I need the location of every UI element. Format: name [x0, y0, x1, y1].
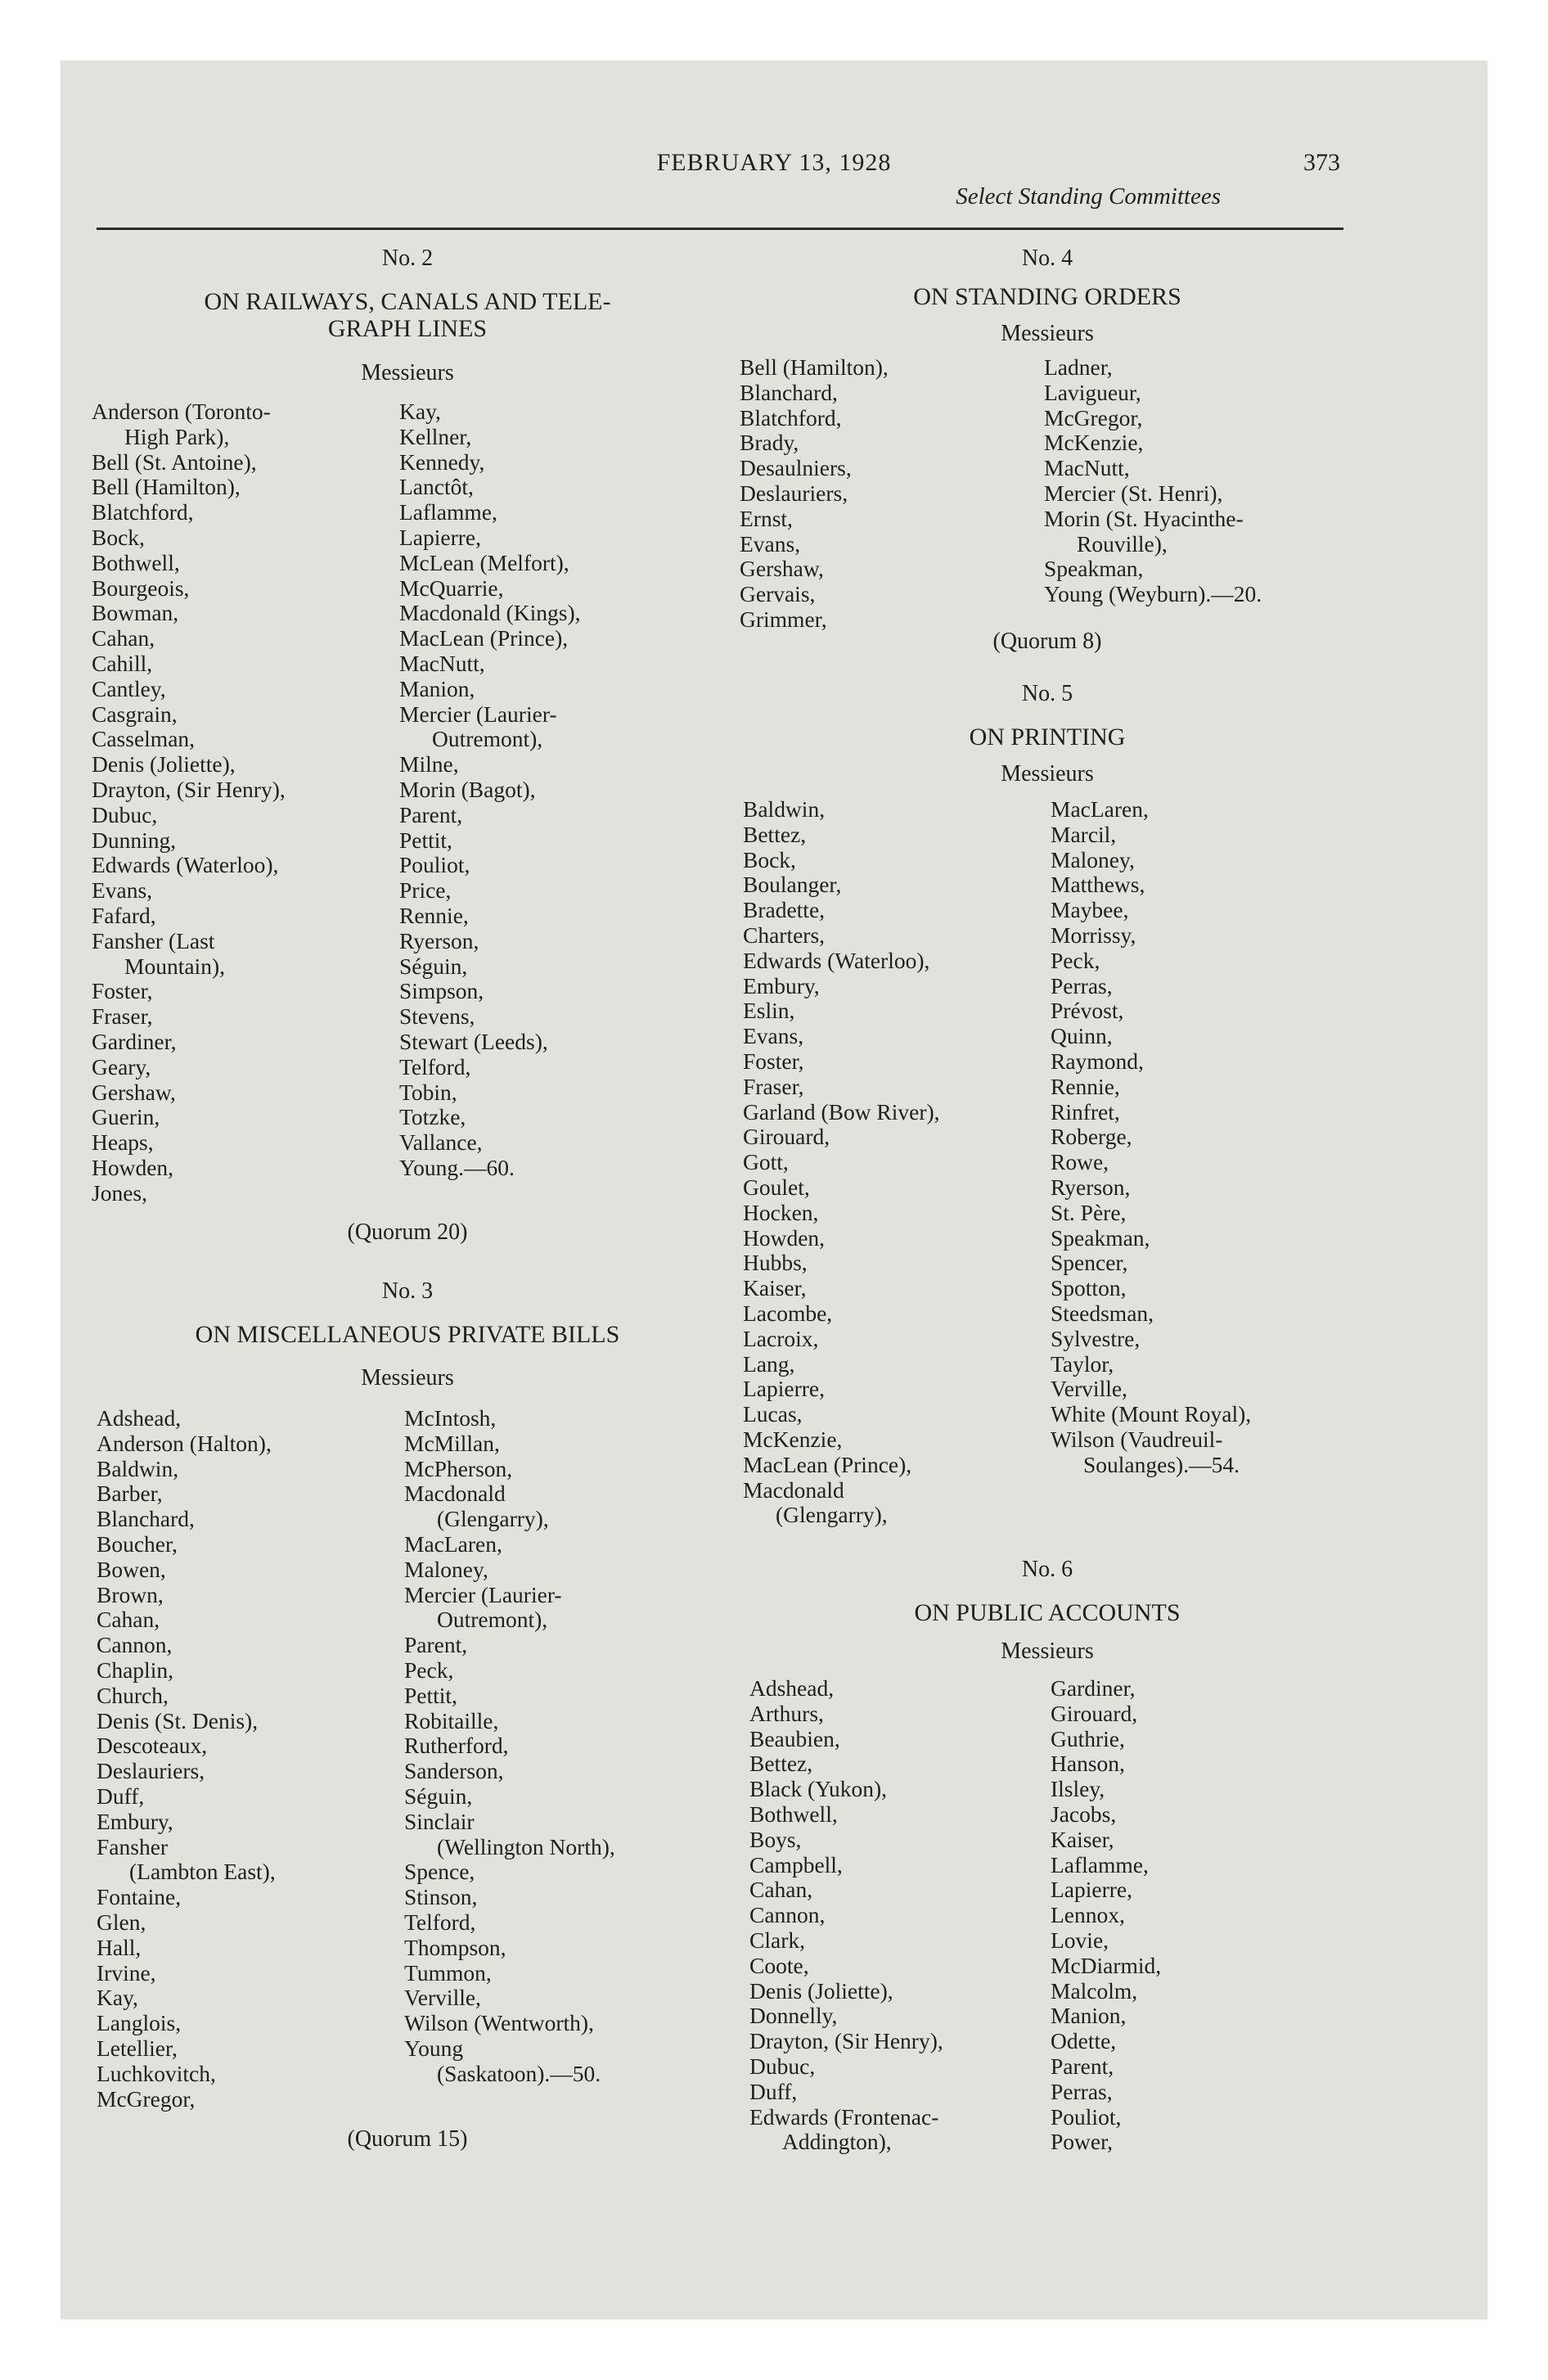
member-name: Girouard, [1051, 1700, 1138, 1726]
member-name: Vallance, [399, 1129, 483, 1156]
member-name: Spence, [404, 1859, 475, 1885]
member-name: MacLaren, [1051, 796, 1149, 822]
member-name: Dubuc, [92, 801, 158, 827]
member-name: Kaiser, [743, 1275, 807, 1301]
standing-orders-members-right [1044, 355, 1262, 607]
member-name: Kaiser, [1051, 1826, 1114, 1852]
member-name: Séguin, [404, 1783, 473, 1809]
member-name: Manion, [1051, 2003, 1127, 2029]
member-name: Boulanger, [743, 872, 842, 898]
member-name: Gershaw, [92, 1079, 176, 1105]
member-name: Blanchard, [740, 379, 838, 405]
standing-orders-number: No. 4 [1021, 246, 1073, 271]
member-name: Rinfret, [1051, 1098, 1120, 1125]
member-name: Lucas, [743, 1401, 803, 1427]
member-name: Macdonald (Kings), [399, 600, 581, 626]
member-name: Beaubien, [749, 1725, 840, 1751]
member-name: Coote, [749, 1952, 809, 1978]
member-name: Bowman, [92, 600, 179, 626]
standing-orders-title: ON STANDING ORDERS [913, 283, 1181, 310]
member-name: Stevens, [399, 1003, 475, 1030]
member-name: Cahan, [749, 1877, 813, 1903]
member-name: Bourgeois, [92, 575, 190, 601]
member-name: Sinclair [404, 1808, 475, 1834]
printing-members-left [743, 797, 940, 1528]
member-name: Evans, [743, 1023, 804, 1049]
railways-quorum: (Quorum 20) [347, 1219, 468, 1245]
member-name: Denis (Joliette), [92, 751, 236, 778]
member-name: MacLean (Prince), [399, 625, 569, 651]
railways-number: No. 2 [381, 246, 434, 271]
member-name: Manion, [399, 675, 475, 701]
member-name: Bowen, [97, 1556, 166, 1582]
member-name: Clark, [749, 1927, 805, 1953]
private-bills-members-left [97, 1406, 276, 2112]
member-name: Telford, [404, 1909, 476, 1935]
member-name: Donnelly, [749, 2003, 838, 2029]
member-name: Hanson, [1051, 1751, 1125, 1777]
member-name: Cannon, [97, 1632, 173, 1658]
member-name: Stinson, [404, 1884, 478, 1910]
member-name: Heaps, [92, 1129, 154, 1156]
member-name: Irvine, [97, 1959, 156, 1986]
member-name: Bothwell, [749, 1801, 838, 1827]
member-name: Blatchford, [740, 404, 842, 430]
member-name: Ryerson, [399, 927, 479, 953]
member-name: Parent, [1051, 2053, 1114, 2079]
member-name: Rouville), [1077, 530, 1168, 557]
member-name: Edwards (Waterloo), [92, 852, 279, 878]
member-name: Barber, [97, 1481, 163, 1507]
railways-title: ON RAILWAYS, CANALS AND TELE- GRAPH LINES [204, 288, 611, 342]
member-name: Lang, [743, 1350, 795, 1377]
member-name: Laflamme, [399, 499, 497, 525]
member-name: Denis (St. Denis), [97, 1707, 259, 1733]
member-name: Wilson (Wentworth), [404, 2010, 594, 2036]
member-name: Mercier (Laurier- [399, 701, 557, 727]
member-name: Evans, [92, 877, 153, 904]
member-name: Mercier (St. Henri), [1044, 480, 1223, 506]
member-name: Guthrie, [1051, 1725, 1125, 1751]
public-accounts-title: ON PUBLIC ACCOUNTS [914, 1599, 1181, 1626]
member-name: Girouard, [743, 1124, 830, 1150]
member-name: Young.—60. [399, 1154, 515, 1180]
member-name: Foster, [92, 978, 153, 1004]
member-name: Lacombe, [743, 1300, 833, 1326]
member-name: Simpson, [399, 978, 484, 1004]
member-name: Casgrain, [92, 701, 178, 727]
member-name: Raymond, [1051, 1048, 1144, 1074]
public-accounts-members-left [749, 1676, 943, 2155]
printing-number: No. 5 [1021, 681, 1073, 706]
member-name: (Lambton East), [129, 1859, 276, 1885]
member-name: Adshead, [749, 1675, 835, 1701]
member-name: Ryerson, [1051, 1174, 1131, 1200]
member-name: Matthews, [1051, 872, 1145, 898]
railways-members-left [92, 399, 286, 1206]
member-name: McLean (Melfort), [399, 549, 569, 575]
member-name: Lanctôt, [399, 474, 474, 500]
member-name: Lennox, [1051, 1902, 1125, 1928]
member-name: Luchkovitch, [97, 2060, 216, 2086]
member-name: Morin (St. Hyacinthe- [1044, 505, 1244, 531]
member-name: Rennie, [1051, 1073, 1120, 1099]
member-name: Soulanges).—54. [1083, 1451, 1240, 1477]
member-name: Bell (Hamilton), [740, 354, 889, 380]
member-name: Cannon, [749, 1902, 826, 1928]
member-name: Gervais, [740, 581, 816, 607]
page-subtitle: Select Standing Committees [956, 183, 1221, 210]
member-name: MacLean (Prince), [743, 1451, 912, 1477]
member-name: Roberge, [1051, 1124, 1132, 1150]
member-name: McDiarmid, [1051, 1952, 1162, 1978]
member-name: Evans, [740, 530, 801, 557]
standing-orders-messieurs: Messieurs [1001, 321, 1094, 346]
member-name: Spencer, [1051, 1250, 1128, 1276]
member-name: Edwards (Waterloo), [743, 947, 930, 973]
public-accounts-messieurs: Messieurs [1001, 1639, 1094, 1664]
member-name: Hall, [97, 1934, 142, 1960]
member-name: Power, [1051, 2129, 1114, 2155]
member-name: Drayton, (Sir Henry), [749, 2028, 943, 2054]
member-name: Dunning, [92, 827, 177, 853]
private-bills-number: No. 3 [381, 1278, 434, 1304]
member-name: Cantley, [92, 675, 166, 701]
member-name: Macdonald [404, 1481, 506, 1507]
member-name: Fraser, [92, 1003, 153, 1030]
member-name: Young [404, 2035, 464, 2061]
member-name: Desaulniers, [740, 455, 852, 481]
member-name: Totzke, [399, 1104, 466, 1130]
member-name: Fansher (Last [92, 927, 215, 953]
member-name: Bock, [743, 846, 796, 872]
member-name: Grimmer, [740, 606, 827, 632]
member-name: Bettez, [743, 821, 807, 847]
member-name: Pettit, [399, 827, 452, 853]
member-name: Anderson (Halton), [97, 1430, 272, 1456]
member-name: Kellner, [399, 423, 472, 449]
member-name: Maloney, [1051, 846, 1135, 872]
member-name: Peck, [1051, 947, 1100, 973]
member-name: Rutherford, [404, 1733, 509, 1759]
member-name: Ilsley, [1051, 1776, 1105, 1802]
page-date: FEBRUARY 13, 1928 [656, 149, 892, 176]
member-name: Robitaille, [404, 1707, 499, 1733]
member-name: Parent, [404, 1632, 468, 1658]
member-name: Peck, [404, 1657, 454, 1683]
member-name: McKenzie, [1044, 430, 1144, 456]
member-name: Speakman, [1044, 556, 1144, 582]
member-name: Boys, [749, 1826, 802, 1852]
member-name: Goulet, [743, 1174, 810, 1200]
member-name: White (Mount Royal), [1051, 1401, 1252, 1427]
member-name: Bradette, [743, 897, 826, 923]
member-name: Guerin, [92, 1104, 160, 1130]
member-name: Eslin, [743, 998, 795, 1024]
member-name: Fafard, [92, 902, 156, 928]
member-name: Brown, [97, 1581, 164, 1607]
member-name: Gershaw, [740, 556, 824, 582]
member-name: Drayton, (Sir Henry), [92, 776, 286, 802]
member-name: Descoteaux, [97, 1733, 208, 1759]
railways-messieurs: Messieurs [361, 360, 454, 385]
member-name: Taylor, [1051, 1350, 1114, 1377]
public-accounts-members-right [1051, 1676, 1161, 2155]
member-name: Steedsman, [1051, 1300, 1154, 1326]
member-name: Dubuc, [749, 2053, 816, 2079]
member-name: Brady, [740, 430, 799, 456]
member-name: Letellier, [97, 2035, 178, 2061]
header-rule [97, 228, 1343, 230]
member-name: Pouliot, [399, 852, 470, 878]
private-bills-members-right [404, 1406, 615, 2087]
member-name: Fansher [97, 1833, 169, 1859]
member-name: Gardiner, [92, 1028, 177, 1054]
member-name: Perras, [1051, 2078, 1113, 2104]
member-name: Gott, [743, 1149, 789, 1175]
member-name: Kay, [399, 399, 441, 424]
member-name: Macdonald [743, 1476, 844, 1503]
member-name: Garland (Bow River), [743, 1098, 940, 1125]
member-name: Bothwell, [92, 549, 180, 575]
member-name: Cahan, [92, 625, 155, 651]
member-name: Howden, [743, 1224, 826, 1251]
member-name: Sylvestre, [1051, 1325, 1141, 1351]
printing-title: ON PRINTING [969, 723, 1126, 751]
member-name: Addington), [782, 2129, 892, 2155]
member-name: Lapierre, [399, 524, 481, 550]
member-name: Kay, [97, 1985, 138, 2011]
member-name: Maloney, [404, 1556, 488, 1582]
member-name: Perras, [1051, 972, 1113, 998]
member-name: Malcolm, [1051, 1977, 1138, 2004]
member-name: Deslauriers, [740, 480, 848, 506]
member-name: Embury, [743, 972, 820, 998]
member-name: Bell (Hamilton), [92, 474, 241, 500]
member-name: Lapierre, [743, 1376, 825, 1402]
member-name: Lovie, [1051, 1927, 1109, 1953]
member-name: (Glengarry), [776, 1502, 888, 1528]
page-number: 373 [1303, 149, 1340, 176]
member-name: Foster, [743, 1048, 804, 1074]
member-name: McMillan, [404, 1430, 500, 1456]
printing-members-right [1051, 797, 1251, 1478]
member-name: Ernst, [740, 505, 793, 531]
member-name: Cahan, [97, 1607, 160, 1633]
member-name: McIntosh, [404, 1405, 497, 1431]
member-name: Thompson, [404, 1934, 506, 1960]
member-name: Prévost, [1051, 998, 1124, 1024]
member-name: Adshead, [97, 1405, 182, 1431]
member-name: Bock, [92, 524, 145, 550]
member-name: Lacroix, [743, 1325, 819, 1351]
member-name: Church, [97, 1682, 169, 1708]
member-name: Deslauriers, [97, 1758, 205, 1784]
public-accounts-number: No. 6 [1021, 1557, 1073, 1582]
member-name: Maybee, [1051, 897, 1129, 923]
member-name: Hocken, [743, 1199, 819, 1225]
member-name: Geary, [92, 1053, 151, 1080]
member-name: Spotton, [1051, 1275, 1127, 1301]
member-name: Rowe, [1051, 1149, 1109, 1175]
member-name: St. Père, [1051, 1199, 1127, 1225]
standing-orders-members-left [740, 355, 889, 633]
member-name: Jones, [92, 1179, 147, 1206]
member-name: Blatchford, [92, 499, 194, 525]
member-name: Verville, [404, 1985, 481, 2011]
member-name: Cahill, [92, 650, 153, 676]
standing-orders-quorum: (Quorum 8) [992, 629, 1102, 654]
member-name: Campbell, [749, 1851, 843, 1877]
member-name: Gardiner, [1051, 1675, 1136, 1701]
member-name: Howden, [92, 1154, 174, 1180]
member-name: Jacobs, [1051, 1801, 1117, 1827]
member-name: Marcil, [1051, 821, 1117, 847]
member-name: Bettez, [749, 1751, 813, 1777]
member-name: Séguin, [399, 953, 468, 979]
member-name: Verville, [1051, 1376, 1127, 1402]
member-name: Chaplin, [97, 1657, 173, 1683]
member-name: Outremont), [432, 726, 543, 752]
member-name: High Park), [124, 423, 230, 449]
member-name: Blanchard, [97, 1506, 195, 1532]
member-name: Milne, [399, 751, 459, 778]
member-name: Rennie, [399, 902, 469, 928]
member-name: Sanderson, [404, 1758, 504, 1784]
member-name: Baldwin, [97, 1455, 179, 1481]
member-name: Black (Yukon), [749, 1776, 888, 1802]
member-name: Wilson (Vaudreuil- [1051, 1426, 1223, 1452]
member-name: (Glengarry), [437, 1506, 549, 1532]
member-name: Young (Weyburn).—20. [1044, 581, 1262, 607]
member-name: Edwards (Frontenac- [749, 2103, 939, 2130]
member-name: Langlois, [97, 2010, 182, 2036]
member-name: Kennedy, [399, 449, 485, 475]
member-name: Arthurs, [749, 1700, 824, 1726]
member-name: Casselman, [92, 726, 196, 752]
member-name: (Wellington North), [437, 1833, 615, 1859]
member-name: Odette, [1051, 2028, 1117, 2054]
member-name: MacNutt, [1044, 455, 1130, 481]
member-name: Denis (Joliette), [749, 1977, 893, 2004]
member-name: Pouliot, [1051, 2103, 1122, 2130]
member-name: McGregor, [97, 2085, 196, 2112]
member-name: Charters, [743, 922, 826, 948]
member-name: McGregor, [1044, 404, 1143, 430]
member-name: Parent, [399, 801, 463, 827]
member-name: Duff, [97, 1783, 145, 1809]
member-name: Tummon, [404, 1959, 492, 1986]
member-name: Fontaine, [97, 1884, 182, 1910]
member-name: Outremont), [437, 1607, 548, 1633]
member-name: Speakman, [1051, 1224, 1150, 1251]
member-name: Lavigueur, [1044, 379, 1141, 405]
member-name: Duff, [749, 2078, 798, 2104]
member-name: Anderson (Toronto- [92, 399, 271, 424]
member-name: Morrissy, [1051, 922, 1136, 948]
member-name: Price, [399, 877, 452, 904]
private-bills-title: ON MISCELLANEOUS PRIVATE BILLS [195, 1321, 620, 1348]
railways-members-right [399, 399, 580, 1181]
member-name: Hubbs, [743, 1250, 808, 1276]
member-name: Laflamme, [1051, 1851, 1149, 1877]
member-name: (Saskatoon).—50. [437, 2060, 601, 2086]
member-name: Morin (Bagot), [399, 776, 536, 802]
member-name: Glen, [97, 1909, 146, 1935]
member-name: Baldwin, [743, 796, 826, 822]
member-name: Ladner, [1044, 354, 1113, 380]
private-bills-quorum: (Quorum 15) [347, 2126, 468, 2152]
member-name: Fraser, [743, 1073, 804, 1099]
member-name: Mercier (Laurier- [404, 1581, 562, 1607]
member-name: McKenzie, [743, 1426, 843, 1452]
member-name: Bell (St. Antoine), [92, 449, 257, 475]
member-name: McPherson, [404, 1455, 513, 1481]
member-name: Lapierre, [1051, 1877, 1132, 1903]
member-name: Pettit, [404, 1682, 457, 1708]
member-name: Telford, [399, 1053, 471, 1080]
member-name: McQuarrie, [399, 575, 504, 601]
member-name: Embury, [97, 1808, 173, 1834]
member-name: Tobin, [399, 1079, 457, 1105]
member-name: Quinn, [1051, 1023, 1113, 1049]
private-bills-messieurs: Messieurs [361, 1365, 454, 1391]
member-name: MacLaren, [404, 1530, 502, 1557]
member-name: Boucher, [97, 1530, 178, 1557]
member-name: MacNutt, [399, 650, 485, 676]
printing-messieurs: Messieurs [1001, 761, 1094, 787]
member-name: Stewart (Leeds), [399, 1028, 548, 1054]
member-name: Mountain), [124, 953, 225, 979]
